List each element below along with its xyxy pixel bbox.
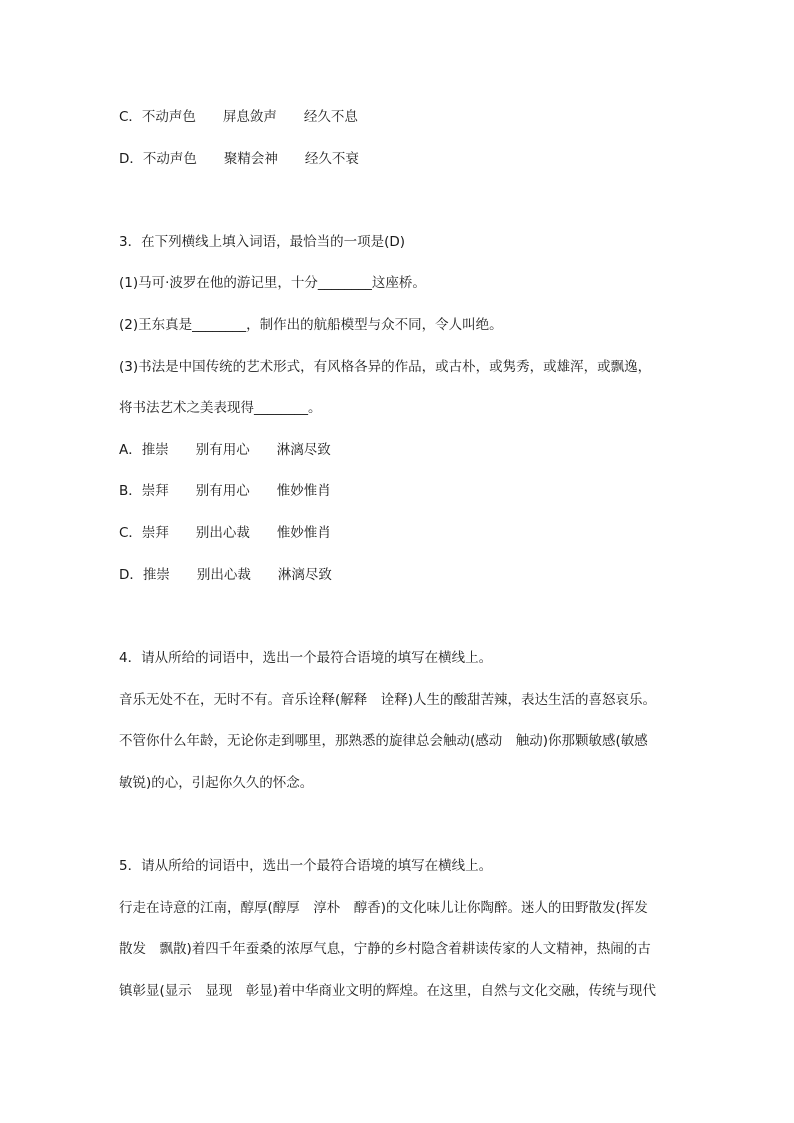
question-5-paragraph-line-3: 镇彰显(显示 显现 彰显)着中华商业文明的辉煌。在这里，自然与文化交融，传统与现代 xyxy=(119,983,657,999)
question-3-sentence-3-cont: 将书法艺术之美表现得________。 xyxy=(119,400,322,416)
option-d-q3: D．推崇 别出心裁 淋漓尽致 xyxy=(119,567,332,583)
option-c-q3: C．崇拜 别出心裁 惟妙惟肖 xyxy=(119,525,331,541)
option-d-q2: D．不动声色 聚精会神 经久不衰 xyxy=(119,151,359,167)
question-4-paragraph-line-3: 敏锐)的心，引起你久久的怀念。 xyxy=(119,775,314,791)
question-3-sentence-3: (3)书法是中国传统的艺术形式，有风格各异的作品，或古朴，或隽秀，或雄浑，或飘逸， xyxy=(119,359,652,375)
question-5-paragraph-line-2: 散发 飘散)着四千年蚕桑的浓厚气息，宁静的乡村隐含着耕读传家的人文精神，热闹的古 xyxy=(119,941,651,957)
question-4-paragraph-line-1: 音乐无处不在，无时不有。音乐诠释(解释 诠释)人生的酸甜苦辣，表达生活的喜怒哀乐。 xyxy=(119,692,657,708)
question-4-stem: 4．请从所给的词语中，选出一个最符合语境的填写在横线上。 xyxy=(119,650,493,666)
question-5-stem: 5．请从所给的词语中，选出一个最符合语境的填写在横线上。 xyxy=(119,858,493,874)
question-5-paragraph-line-1: 行走在诗意的江南，醇厚(醇厚 淳朴 醇香)的文化味儿让你陶醉。迷人的田野散发(挥发 xyxy=(119,900,648,916)
question-3-sentence-1: (1)马可·波罗在他的游记里，十分________这座桥。 xyxy=(119,275,426,291)
option-a-q3: A．推崇 别有用心 淋漓尽致 xyxy=(119,442,331,458)
option-c-q2: C．不动声色 屏息敛声 经久不息 xyxy=(119,109,358,125)
option-b-q3: B．崇拜 别有用心 惟妙惟肖 xyxy=(119,483,331,499)
question-3-stem: 3．在下列横线上填入词语，最恰当的一项是(D) xyxy=(119,234,406,250)
question-4-paragraph-line-2: 不管你什么年龄，无论你走到哪里，那熟悉的旋律总会触动(感动 触动)你那颗敏感(敏感 xyxy=(119,733,648,749)
question-3-sentence-2: (2)王东真是________，制作出的航船模型与众不同，令人叫绝。 xyxy=(119,317,503,333)
